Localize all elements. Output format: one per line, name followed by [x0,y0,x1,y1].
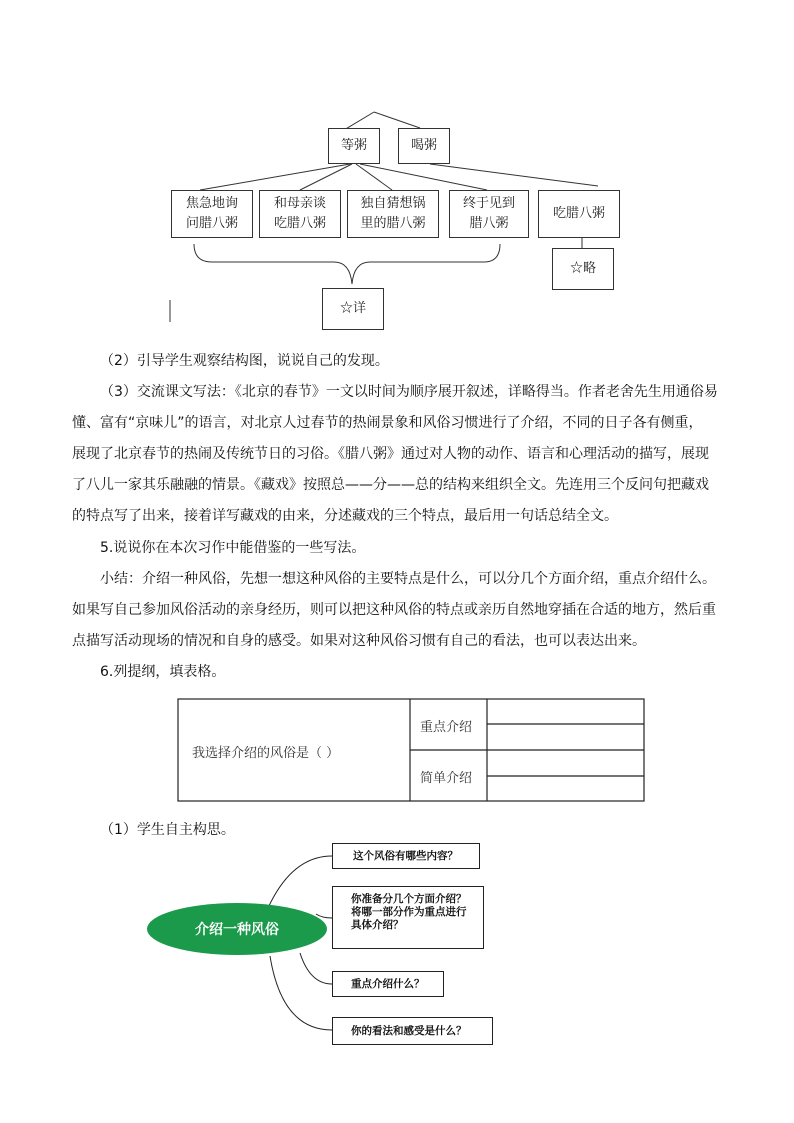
mindmap-line: 重点介绍什么？ [351,978,425,990]
mindmap-line: 这个风俗有哪些内容？ [353,850,458,862]
text-line: 如果写自己参加风俗活动的亲身经历，则可以把这种风俗的特点或亲历自然地穿插在合适的地方，然后重 [72,602,716,618]
mindmap-center-node: 介绍一种风俗 [147,903,327,955]
table-custom-input[interactable] [340,740,392,760]
tree-node-brief: ☆略 [552,248,614,290]
tree-node-guess-porridge [347,190,439,238]
text-line: 懂、富有“京味儿”的语言，对北京人过春节的热闹景象和风俗习惯进行了介绍，不同的日子各有侧重， [72,415,703,431]
tree-node-line: 和母亲谈 [273,196,326,211]
tree-node-line: 独自猜想锅 [360,196,426,211]
mindmap-line: 具体介绍？ [351,919,404,931]
text-line: （3）交流课文写法：《北京的春节》一文以时间为顺序展开叙述，详略得当。作者老舍先生用通俗易 [100,384,718,400]
mindmap-line: 你准备分几个方面介绍？ [351,893,467,905]
mindmap-line: 将哪一部分作为重点进行 [351,906,467,918]
tree-node-line: 里的腊八粥 [360,216,426,231]
mindmap-branch-opinion [332,1017,493,1045]
tree-node-line: 腊八粥 [469,216,509,231]
mindmap-branch-content [332,843,480,869]
paragraph-step-6-1: （1）学生自主构思。 [100,822,235,838]
tree-node-detail: ☆详 [322,288,384,330]
text-line: 点描写活动现场的情况和自身的感受。如果对这种风俗习惯有自己的看法，也可以表达出来。 [72,633,646,649]
text-line: 小结：介绍一种风俗，先想一想这种风俗的主要特点是什么，可以分几个方面介绍，重点介绍什么。 [100,571,716,587]
tree-node-eat-porridge: 吃腊八粥 [538,190,620,238]
tree-node-wait-porridge: 等粥 [328,128,380,164]
tree-node-ask-porridge [171,190,253,238]
text-line: 的特点写了出来，接着详写藏戏的由来，分述藏戏的三个特点，最后用一句话总结全文。 [72,508,618,524]
tree-node-line: 问腊八粥 [185,216,238,231]
mindmap-branch-aspects [332,886,484,949]
tree-node-line: 终于见到 [462,196,515,211]
text-line: 了八儿一家其乐融融的情景。《藏戏》按照总——分——总的结构来组织全文。先连用三个反问句把藏戏 [72,477,709,493]
tree-node-see-porridge [449,190,529,238]
tree-node-drink-porridge: 喝粥 [398,128,450,164]
table-key-input-2[interactable] [488,725,643,749]
text-line: 展现了北京春节的热闹及传统节日的习俗。《腊八粥》通过对人物的动作、语言和心理活动的描写，展现 [72,446,709,462]
table-key-intro-label: 重点介绍 [420,720,473,735]
mindmap-line: 你的看法和感受是什么？ [351,1025,467,1037]
table-key-input-1[interactable] [488,700,643,723]
tree-connector-lines [0,0,794,340]
table-brief-input-2[interactable] [488,777,643,800]
tree-node-line: 焦急地询 [185,196,238,211]
table-brief-input-1[interactable] [488,751,643,775]
table-custom-choice: 我选择介绍的风俗是（ ） [192,746,340,761]
paragraph-step-5: 5.说说你在本次习作中能借鉴的一些写法。 [100,540,366,556]
paragraph-step-6: 6.列提纲，填表格。 [100,664,226,680]
tree-node-talk-porridge [259,190,341,238]
table-brief-intro-label: 简单介绍 [420,771,473,786]
tree-node-line: 吃腊八粥 [273,216,326,231]
paragraph-observe: （2）引导学生观察结构图，说说自己的发现。 [100,353,389,369]
mindmap-branch-key-point [332,971,444,997]
